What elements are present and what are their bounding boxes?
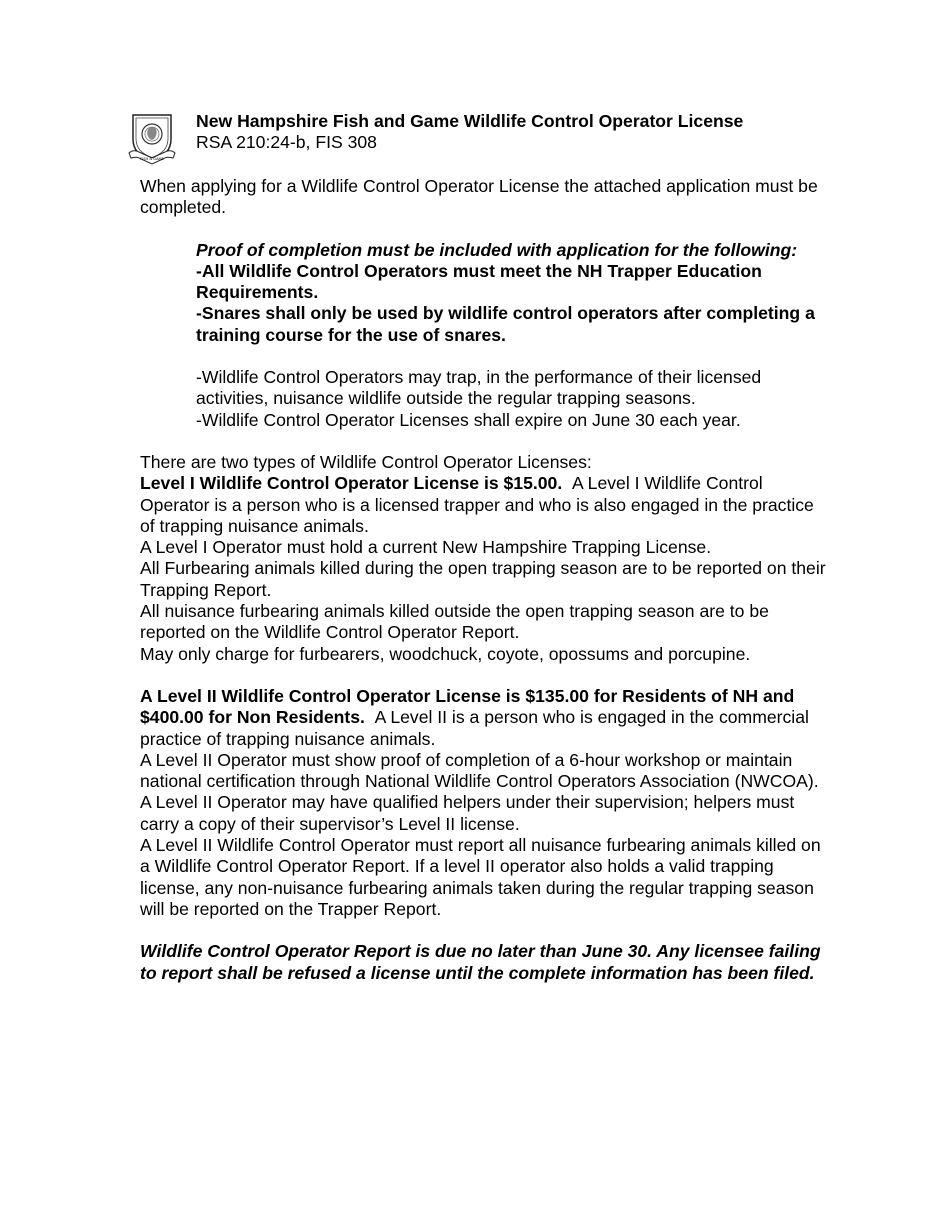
intro-paragraph: When applying for a Wildlife Control Operator License the attached application must be completed.	[140, 176, 818, 218]
note-line: -Wildlife Control Operator Licenses shall expire on June 30 each year.	[196, 409, 741, 430]
level2-description: A Level II is a person who is engaged in the commercial practice of trapping nuisance animals.	[140, 707, 809, 749]
proof-heading: Proof of completion must be included with application for the following:	[196, 239, 798, 260]
license-types-intro: There are two types of Wildlife Control Operator Licenses:	[140, 451, 592, 472]
level2-line: A Level II Wildlife Control Operator must report all nuisance furbearing animals killed on a Wildlife Control Operator Report. If a level II operator also holds a valid trapping license, any non-nuisance furbearing animals taken during the regular trapping season will be reported on the Trapper Report.	[140, 835, 821, 919]
nh-fish-and-game-seal-icon	[127, 111, 177, 165]
proof-item: -Snares shall only be used by wildlife control operators after completing a training course for the use of snares.	[196, 303, 815, 345]
level1-line: A Level I Operator must hold a current New Hampshire Trapping License.	[140, 537, 712, 558]
page-title: New Hampshire Fish and Game Wildlife Control Operator License	[196, 111, 744, 131]
proof-item: -All Wildlife Control Operators must meet the NH Trapper Education Requirements.	[196, 260, 762, 303]
level2-paragraph	[140, 686, 830, 750]
level2-line: A Level II Operator may have qualified helpers under their supervision; helpers must carry a copy of their supervisor’s Level II license.	[140, 792, 795, 834]
level1-line: All nuisance furbearing animals killed outside the open trapping season are to be reported on the Wildlife Control Operator Report.	[140, 601, 769, 643]
level2-heading: A Level II Wildlife Control Operator License is $135.00 for Residents of NH and $400.00 for Non Residents.	[140, 685, 795, 728]
level2-line: A Level II Operator must show proof of completion of a 6-hour workshop or maintain national certification through National Wildlife Control Operators Association (NWCOA).	[140, 749, 819, 792]
page-subtitle: RSA 210:24-b, FIS 308	[196, 132, 377, 153]
document-header	[196, 111, 896, 154]
note-line: -Wildlife Control Operators may trap, in the performance of their licensed activities, nuisance wildlife outside the regular trapping seasons.	[196, 367, 762, 409]
level1-paragraph	[140, 473, 830, 537]
document-body	[140, 176, 830, 984]
level1-line: May only charge for furbearers, woodchuck, coyote, opossums and porcupine.	[140, 643, 751, 664]
level1-line: All Furbearing animals killed during the open trapping season are to be reported on their Trapping Report.	[140, 558, 826, 600]
report-deadline-note: Wildlife Control Operator Report is due no later than June 30. Any licensee failing to report shall be refused a license until the complete information has been filed.	[140, 941, 821, 983]
level1-description: A Level I Wildlife Control Operator is a person who is a licensed trapper and who is also engaged in the practice of trapping nuisance animals.	[140, 473, 814, 536]
logo-banner-text: FISH & GAME	[140, 157, 164, 162]
level1-heading: Level I Wildlife Control Operator License is $15.00.	[140, 473, 563, 494]
